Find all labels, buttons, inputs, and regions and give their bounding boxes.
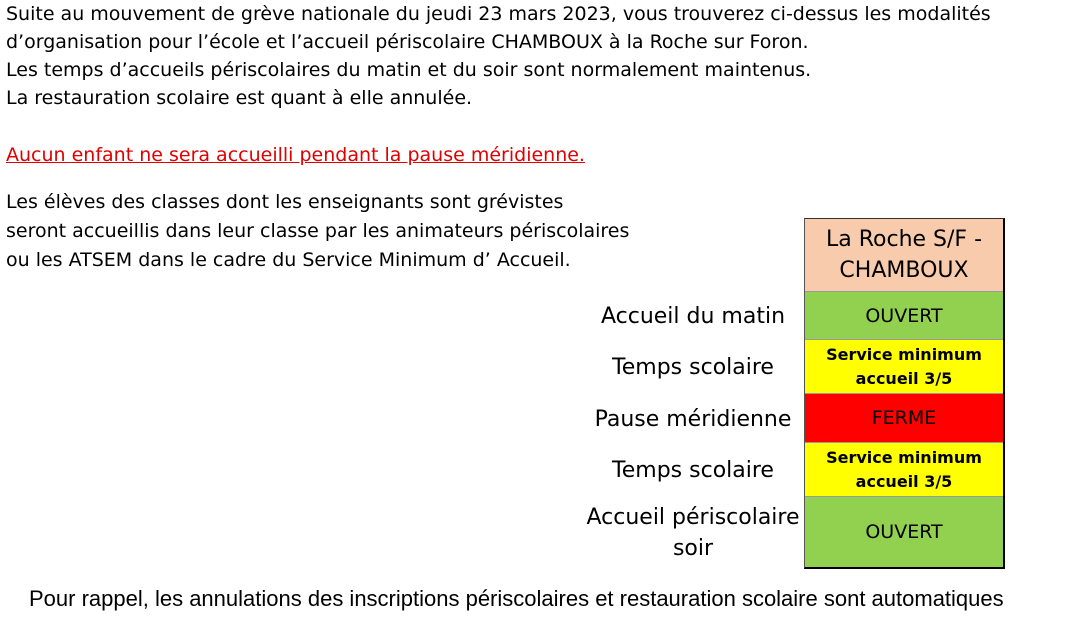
table-header-cell (805, 219, 1003, 292)
cancellation-reminder: Pour rappel, les annulations des inscriptions périscolaires et restauration scolaire sont automatiques (29, 586, 1004, 611)
status-text-evening: OUVERT (865, 521, 943, 543)
table-header-line-1: La Roche S/F - (825, 227, 983, 252)
row-label-lunch-break: Pause méridienne (594, 407, 792, 432)
lunch-closure-alert: Aucun enfant ne sera accueilli pendant la pause méridienne. (6, 144, 585, 166)
status-cell-morning (805, 292, 1003, 340)
students-line-1: Les élèves des classes dont les enseignants sont grévistes (6, 191, 564, 213)
status-table (804, 218, 1005, 569)
students-line-3: ou les ATSEM dans le cadre du Service Minimum d’ Accueil. (6, 249, 571, 271)
status-cell-school-time-1 (805, 340, 1003, 394)
intro-line-4: La restauration scolaire est quant à elle annulée. (6, 87, 473, 109)
table-header-line-2: CHAMBOUX (839, 258, 969, 283)
status-text-school-time-1-line-1: Service minimum (826, 344, 982, 364)
intro-line-1: Suite au mouvement de grève nationale du jeudi 23 mars 2023, vous trouverez ci-dessus les modalités (6, 3, 991, 25)
intro-line-2: d’organisation pour l’école et l’accueil périscolaire CHAMBOUX à la Roche sur Foron. (6, 31, 809, 53)
row-label-school-time-2: Temps scolaire (612, 458, 774, 483)
students-line-2: seront accueillis dans leur classe par les animateurs périscolaires (6, 220, 630, 242)
status-cell-evening (805, 497, 1003, 567)
status-text-lunch-break: FERME (871, 407, 937, 429)
row-label-morning: Accueil du matin (600, 304, 786, 329)
intro-line-3: Les temps d’accueils périscolaires du matin et du soir sont normalement maintenus. (6, 59, 812, 81)
status-text-school-time-1-line-2: accueil 3/5 (855, 368, 953, 388)
status-cell-school-time-2 (805, 443, 1003, 497)
row-label-evening-line-1: Accueil périscolaire (586, 505, 800, 530)
status-text-school-time-2-line-1: Service minimum (826, 447, 982, 467)
row-label-evening (578, 502, 808, 564)
row-label-evening-line-2: soir (672, 536, 714, 561)
status-text-school-time-2-line-2: accueil 3/5 (855, 471, 953, 491)
status-text-morning: OUVERT (865, 304, 943, 327)
status-cell-lunch-break (805, 394, 1003, 443)
row-label-school-time-1: Temps scolaire (612, 355, 774, 380)
